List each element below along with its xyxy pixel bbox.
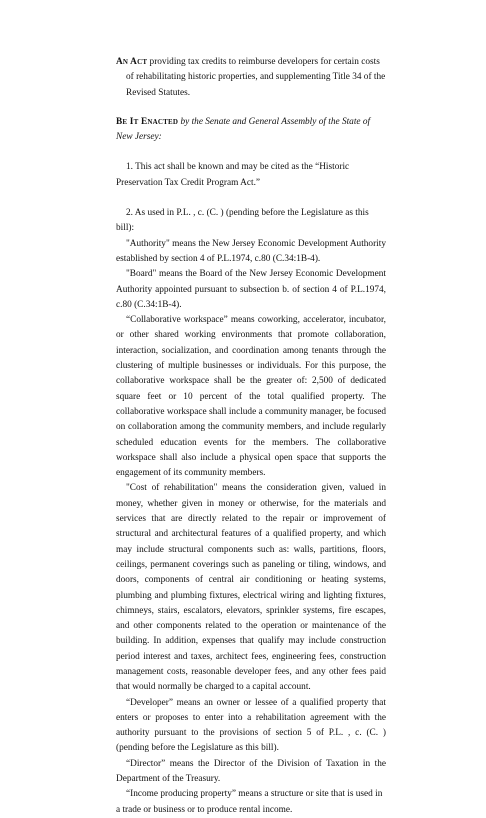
enacting-clause bbox=[116, 115, 386, 146]
bill-text bbox=[116, 55, 386, 818]
section-1: 1. This act shall be known and may be cited as the “Historic Preservation Tax Credit Program Act.” bbox=[116, 162, 350, 188]
definition-director: “Director” means the Director of the Division of Taxation in the Department of the Treasury. bbox=[116, 758, 386, 785]
definition-collaborative-workspace: “Collaborative workspace” means coworking, accelerator, incubator, or other shared working environments that promote collaboration, interaction, socialization, and coordination among tenants through the clustering of multiple businesses or individuals. For this purpose, the collaborative workspace shall be the greater of: 2,500 of dedicated square feet or 10 percent of the total qualified property. The collaborative workspace shall include a community manager, be focused on collaboration among the community members, and include regularly scheduled education events for the members. The collaborative workspace shall also include a physical open space that supports the engagement of its community members. bbox=[116, 315, 386, 479]
definition-authority: "Authority" means the New Jersey Economic Development Authority established by section 4 of P.L.1974, c.80 (C.34:1B-4). bbox=[116, 238, 386, 264]
act-title bbox=[116, 55, 386, 101]
definition-developer: “Developer” means an owner or lessee of a qualified property that enters or proposes to enter into a rehabilitation agreement with the authority pursuant to the provisions of section 5 of P.L. , c. (C. ) (pending before the Legislature as this bill). bbox=[116, 697, 386, 754]
act-title-rest: providing tax credits to reimburse developers for certain costs of rehabilitating historic properties, and supplementing Title 34 of the Revised Statutes. bbox=[126, 57, 386, 98]
definition-income-producing-property: “Income producing property” means a structure or site that is used in a trade or business or to produce rental income. bbox=[116, 789, 383, 815]
enacting-clause-rest: by the Senate and General Assembly of the State of New Jersey: bbox=[116, 116, 371, 143]
enacting-clause-lead: Be It Enacted bbox=[116, 116, 179, 127]
definition-cost-of-rehabilitation: "Cost of rehabilitation" means the consideration given, valued in money, whether given in money or otherwise, for the materials and services that are directly related to the repair or improvement of structural and architectural features of a qualified property, and which may include structural components such as: walls, partitions, floors, ceilings, permanent coverings such as paneling or tiling, windows, and doors, components of central air conditioning or heating systems, plumbing and plumbing fixtures, electrical wiring and lighting fixtures, chimneys, stairs, escalators, elevators, sprinkler systems, fire escapes, and other components related to the operation or maintenance of the building. In addition, expenses that qualify may include construction period interest and taxes, architect fees, engineering fees, construction management costs, reasonable developer fees, and any other fees paid that would normally be charged to a capital account. bbox=[116, 483, 386, 693]
definition-board: "Board" means the Board of the New Jersey Economic Development Authority appointed pursuant to subsection b. of section 4 of P.L.1974, c.80 (C.34:1B-4). bbox=[116, 269, 386, 310]
act-title-lead: An Act bbox=[116, 57, 148, 67]
section-2-intro: 2. As used in P.L. , c. (C. ) (pending before the Legislature as this bill): bbox=[116, 208, 369, 234]
